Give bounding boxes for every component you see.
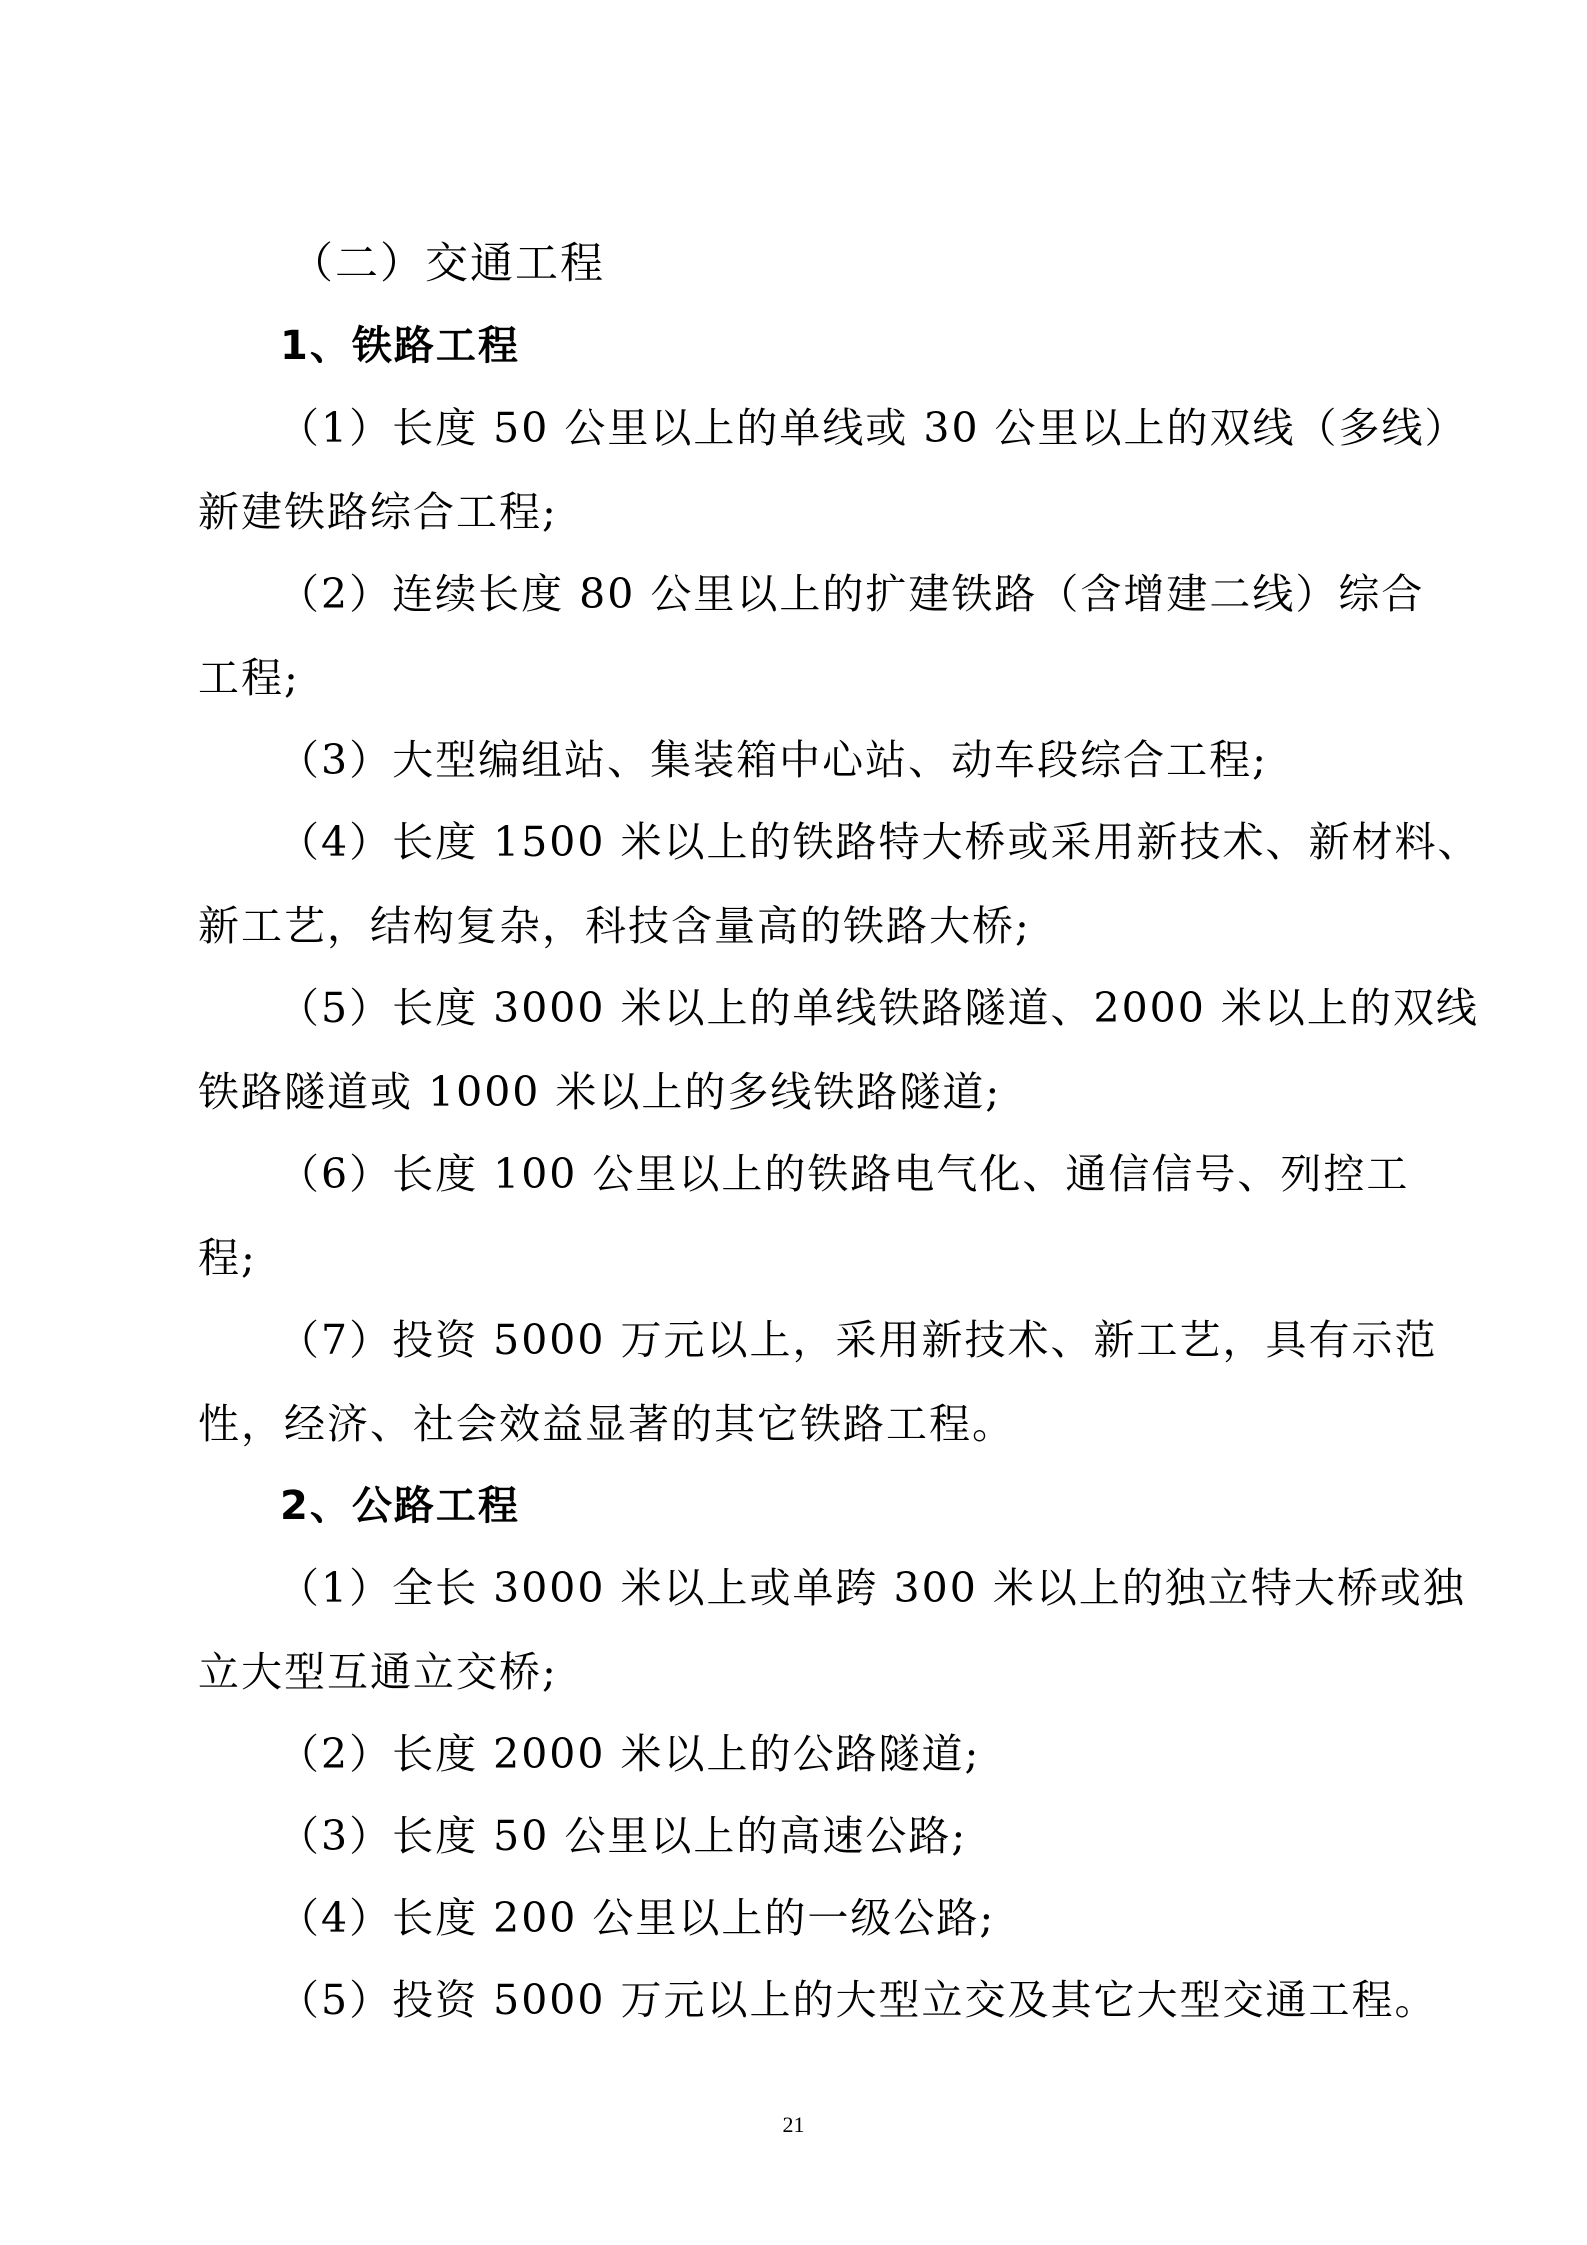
highway-item-1-line-2: 立大型互通立交桥;: [198, 1648, 558, 1696]
railway-item-5-line-2: 铁路隧道或 1000 米以上的多线铁路隧道;: [198, 1068, 1002, 1116]
section-heading: （二）交通工程: [290, 239, 605, 289]
railway-item-2-line-2: 工程;: [198, 654, 300, 702]
railway-item-1-line-2: 新建铁路综合工程;: [198, 488, 558, 536]
highway-item-3: （3）长度 50 公里以上的高速公路;: [278, 1812, 968, 1860]
railway-item-2-line-1: （2）连续长度 80 公里以上的扩建铁路（含增建二线）综合: [278, 570, 1425, 618]
railway-item-7-line-2: 性，经济、社会效益显著的其它铁路工程。: [198, 1400, 1015, 1448]
railway-item-4-line-2: 新工艺，结构复杂，科技含量高的铁路大桥;: [198, 902, 1031, 950]
railway-item-3: （3）大型编组站、集装箱中心站、动车段综合工程;: [278, 736, 1268, 784]
highway-item-4: （4）长度 200 公里以上的一级公路;: [278, 1894, 996, 1942]
railway-heading: 1、铁路工程: [280, 323, 520, 369]
page-number: 21: [782, 2112, 805, 2137]
highway-item-2: （2）长度 2000 米以上的公路隧道;: [278, 1730, 981, 1778]
railway-item-5-line-1: （5）长度 3000 米以上的单线铁路隧道、2000 米以上的双线: [278, 984, 1479, 1032]
railway-item-1-line-1: （1）长度 50 公里以上的单线或 30 公里以上的双线（多线）: [278, 404, 1468, 452]
highway-item-1-line-1: （1）全长 3000 米以上或单跨 300 米以上的独立特大桥或独: [278, 1564, 1466, 1612]
railway-item-6-line-2: 程;: [198, 1234, 257, 1282]
highway-heading: 2、公路工程: [280, 1483, 520, 1529]
railway-item-4-line-1: （4）长度 1500 米以上的铁路特大桥或采用新技术、新材料、: [278, 818, 1481, 866]
highway-item-5: （5）投资 5000 万元以上的大型立交及其它大型交通工程。: [278, 1976, 1438, 2024]
railway-item-7-line-1: （7）投资 5000 万元以上，采用新技术、新工艺，具有示范: [278, 1316, 1438, 1364]
railway-item-6-line-1: （6）长度 100 公里以上的铁路电气化、通信信号、列控工: [278, 1150, 1410, 1198]
